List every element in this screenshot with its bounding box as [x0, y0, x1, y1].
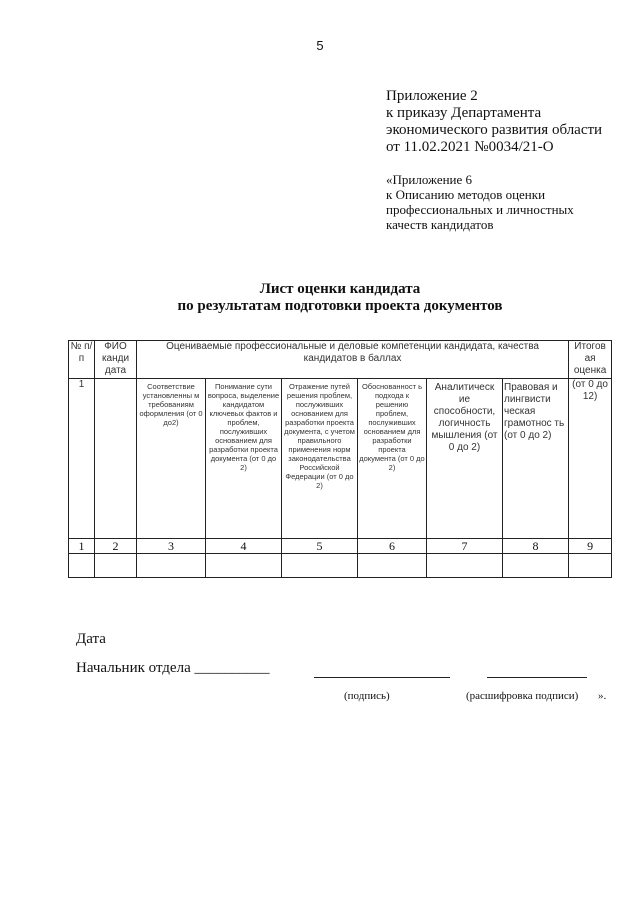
header-number: № п/п: [69, 341, 95, 379]
signature-line: [314, 676, 450, 678]
empty-cell: [95, 554, 137, 578]
empty-cell: [569, 554, 612, 578]
empty-cell: [427, 554, 503, 578]
criterion-analytics: Аналитическ ие способности, логичность мышления (от 0 до 2): [427, 379, 503, 539]
appendix-line: Приложение 2: [386, 88, 478, 104]
page-number: 5: [316, 38, 324, 53]
criterion-literacy: Правовая и лингвисти ческая грамотнос ть (от 0 до 2): [503, 379, 569, 539]
empty-cell: [282, 554, 358, 578]
criterion-justification: Обоснованност ь подхода к решению проблем, послуживших основанием для разработки проекта документа (от 0 до 2): [358, 379, 427, 539]
empty-cell: [69, 554, 95, 578]
column-number: 2: [95, 539, 137, 554]
title-line-2: по результатам подготовки проекта документов: [177, 298, 503, 314]
decoding-line: [487, 676, 587, 678]
appendix-inner-line: к Описанию методов оценки: [386, 187, 546, 202]
appendix-inner-header: [386, 172, 574, 232]
date-label: Дата: [76, 631, 106, 647]
column-number: 8: [503, 539, 569, 554]
empty-cell: [503, 554, 569, 578]
header-fio: ФИО канди дата: [95, 341, 137, 379]
column-number: 7: [427, 539, 503, 554]
appendix-line: экономического развития области: [386, 122, 603, 138]
row1-number: 1: [69, 379, 95, 539]
column-number: 1: [69, 539, 95, 554]
head-of-department-label: Начальник отдела __________: [76, 660, 270, 676]
appendix-header: [386, 88, 602, 156]
column-number: 9: [569, 539, 612, 554]
appendix-line: к приказу Департамента: [386, 105, 542, 121]
column-number: 5: [282, 539, 358, 554]
appendix-inner-line: качеств кандидатов: [386, 217, 494, 232]
decoding-caption: (расшифровка подписи): [466, 690, 579, 702]
column-number: 6: [358, 539, 427, 554]
column-number: 3: [137, 539, 206, 554]
appendix-inner-line: «Приложение 6: [386, 172, 473, 187]
title-line-1: Лист оценки кандидата: [259, 281, 421, 297]
criterion-understanding: Понимание сути вопроса, выделение кандидатом ключевых фактов и проблем, послуживших основанием для разработки проекта документа (от 0 до 2): [206, 379, 282, 539]
signature-caption: (подпись): [344, 690, 390, 702]
empty-cell: [358, 554, 427, 578]
appendix-inner-line: профессиональных и личностных: [386, 202, 574, 217]
criterion-formatting: Соответствие установленны м требованиям оформления (от 0 до2): [137, 379, 206, 539]
criterion-total-range: (от 0 до 12): [569, 379, 612, 539]
header-competencies: Оцениваемые профессиональные и деловые компетенции кандидата, качества кандидатов в баллах: [137, 341, 569, 379]
appendix-line: от 11.02.2021 №0034/21-О: [386, 139, 554, 155]
header-total: Итогов ая оценка: [569, 341, 612, 379]
document-title: [0, 281, 640, 315]
empty-cell: [137, 554, 206, 578]
closing-quote: ».: [598, 690, 607, 702]
empty-cell: [206, 554, 282, 578]
criterion-solutions: Отражение путей решения проблем, послуживших основанием для разработки проекта документа, с учетом правильного применения норм законодательства Российской Федерации (от 0 до 2): [282, 379, 358, 539]
row1-fio-cell: [95, 379, 137, 539]
column-number: 4: [206, 539, 282, 554]
evaluation-table: [68, 340, 612, 578]
